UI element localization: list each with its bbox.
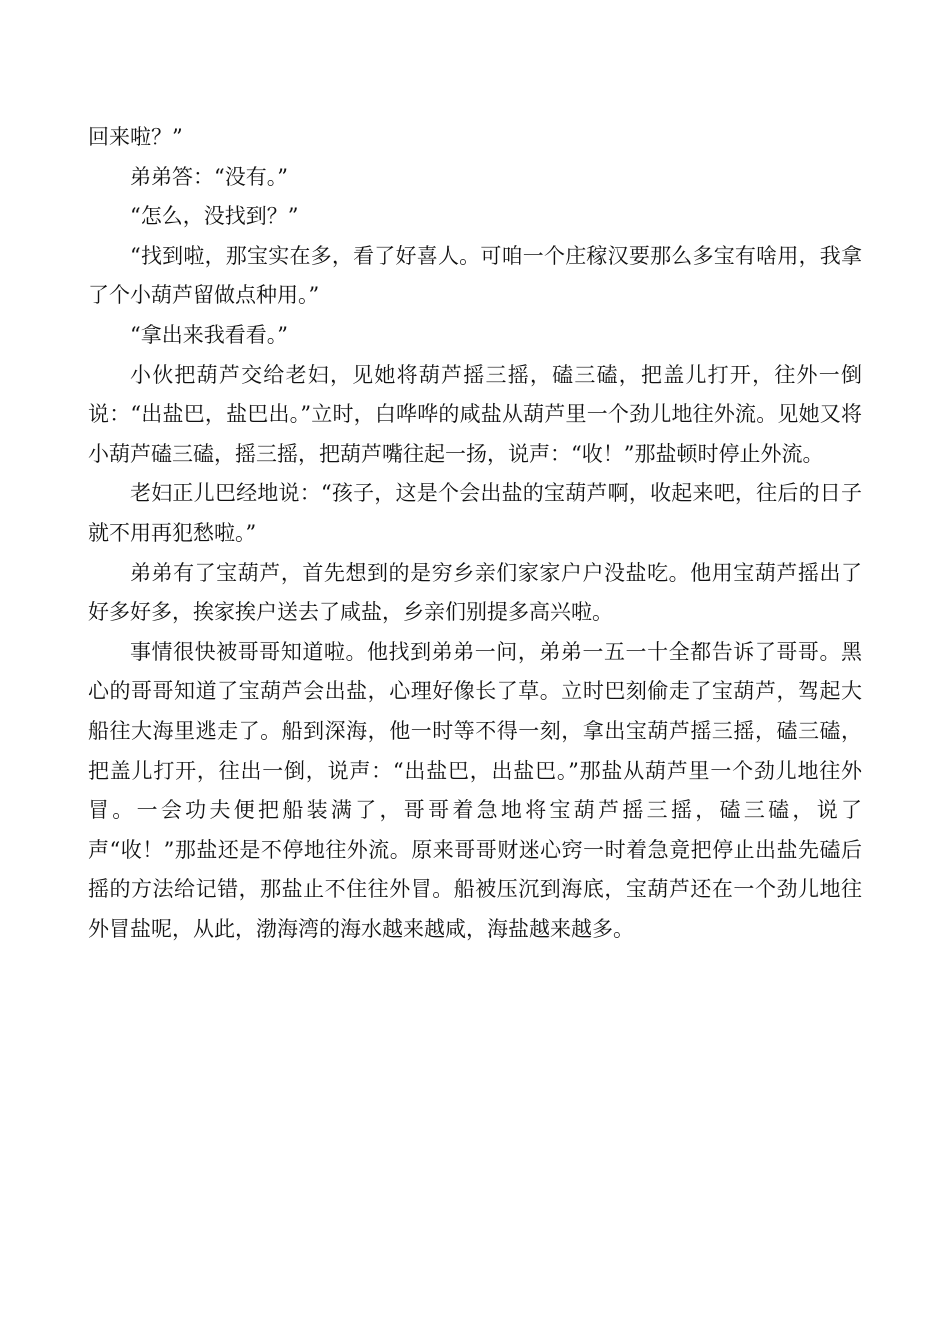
- paragraph-8: 弟弟有了宝葫芦，首先想到的是穷乡亲们家家户户没盐吃。他用宝葫芦摇出了好多好多，挨家挨户送去了咸盐，乡亲们别提多高兴啦。: [88, 560, 862, 625]
- paragraph-6: 小伙把葫芦交给老妇，见她将葫芦摇三摇，磕三磕，把盖儿打开，往外一倒说：“出盐巴，盐巴出。”立时，白哗哗的咸盐从葫芦里一个劲儿地往外流。见她又将小葫芦磕三磕，摇三摇，把葫芦嘴往起一扬，说声：“收！”那盐顿时停止外流。: [88, 362, 862, 466]
- paragraph-5: “拿出来我看看。”: [130, 322, 288, 347]
- paragraph-1: 回来啦？”: [88, 125, 183, 149]
- document-body: [88, 118, 862, 949]
- paragraph-4: “找到啦，那宝实在多，看了好喜人。可咱一个庄稼汉要那么多宝有啥用，我拿了个小葫芦留做点种用。”: [88, 243, 862, 308]
- paragraph-3: “怎么，没找到？”: [130, 204, 299, 229]
- paragraph-9: 事情很快被哥哥知道啦。他找到弟弟一问，弟弟一五一十全都告诉了哥哥。黑心的哥哥知道了宝葫芦会出盐，心理好像长了草。立时巴刻偷走了宝葫芦，驾起大船往大海里逃走了。船到深海，他一时等不得一刻，拿出宝葫芦摇三摇，磕三磕，把盖儿打开，往出一倒，说声：“出盐巴，出盐巴。”那盐从葫芦里一个劲儿地往外冒。一会功夫便把船装满了，哥哥着急地将宝葫芦摇三摇，磕三磕，说了声“收！”那盐还是不停地往外流。原来哥哥财迷心窍一时着急竟把停止出盐先磕后摇的方法给记错，那盐止不住往外冒。船被压沉到海底，宝葫芦还在一个劲儿地往外冒盐呢，从此，渤海湾的海水越来越咸，海盐越来越多。: [88, 639, 862, 941]
- paragraph-7: 老妇正儿巴经地说：“孩子，这是个会出盐的宝葫芦啊，收起来吧，往后的日子就不用再犯愁啦。”: [88, 481, 862, 545]
- paragraph-2: 弟弟答：“没有。”: [130, 164, 288, 189]
